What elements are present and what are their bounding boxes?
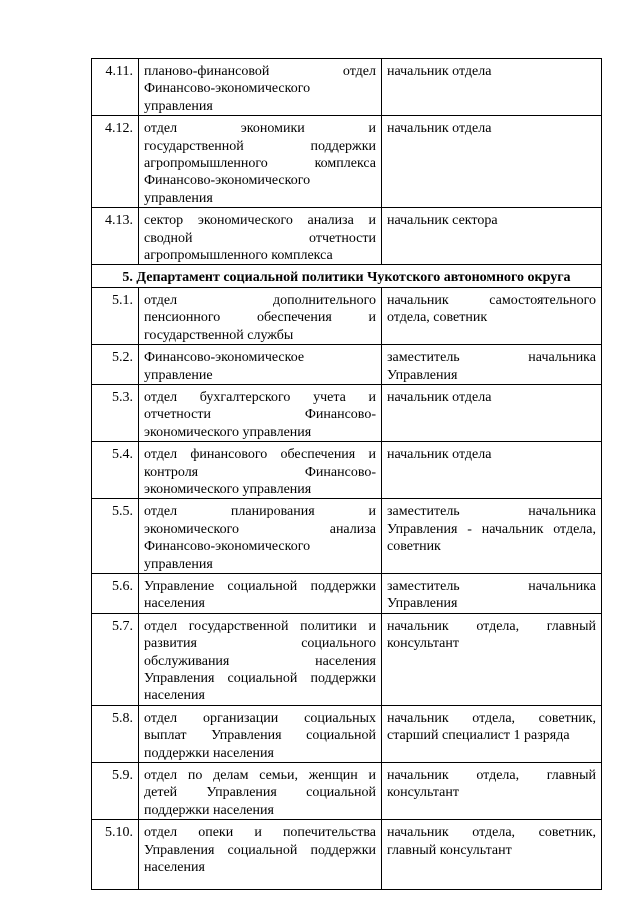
department-name-line: государственной поддержки	[144, 138, 376, 154]
table-row	[92, 705, 602, 762]
department-name-line: населения	[144, 596, 205, 612]
department-name-cell	[139, 499, 382, 574]
row-number: 5.8.	[92, 705, 139, 762]
department-name-line: экономического анализа	[144, 521, 376, 537]
position-cell	[382, 208, 602, 265]
position-line: начальник отдела, советник,	[387, 710, 596, 726]
department-name-line: отдел государственной политики и	[144, 618, 376, 634]
position-line: заместитель начальника	[387, 578, 596, 594]
department-name-line: обслуживания населения	[144, 653, 376, 669]
table-body-part-5	[92, 287, 602, 889]
department-name-line: экономического управления	[144, 424, 312, 440]
position-line: заместитель начальника	[387, 350, 596, 366]
position-cell	[382, 573, 602, 613]
position-cell	[382, 705, 602, 762]
department-name-line: отдел дополнительного	[144, 292, 376, 308]
row-number: 4.12.	[92, 116, 139, 208]
department-name-line: поддержки населения	[144, 745, 274, 761]
department-name-cell	[139, 820, 382, 890]
position-line: начальник отдела, советник,	[387, 825, 596, 841]
department-name-line: отдел планирования и	[144, 504, 376, 520]
department-name-cell	[139, 345, 382, 385]
department-name-line: государственной службы	[144, 327, 294, 343]
position-line: заместитель начальника	[387, 504, 596, 520]
position-cell	[382, 613, 602, 705]
table-row	[92, 384, 602, 441]
section-header-body	[92, 265, 602, 287]
section-title: 5. Департамент социальной политики Чукотского автономного округа	[92, 265, 602, 287]
position-cell	[382, 287, 602, 344]
department-name-line: экономического управления	[144, 481, 312, 497]
position-line: начальник отдела	[387, 64, 492, 79]
position-cell	[382, 442, 602, 499]
section-header-row	[92, 265, 602, 287]
department-name-line: детей Управления социальной	[144, 785, 376, 801]
table-row	[92, 442, 602, 499]
department-name-line: развития социального	[144, 636, 376, 652]
position-line: советник	[387, 539, 441, 555]
row-number: 4.13.	[92, 208, 139, 265]
row-number: 5.1.	[92, 287, 139, 344]
department-name-line: контроля Финансово-	[144, 464, 376, 480]
department-name-line: отдел финансового обеспечения и	[144, 447, 376, 463]
row-number: 5.4.	[92, 442, 139, 499]
department-name-cell	[139, 384, 382, 441]
position-line: начальник сектора	[387, 213, 498, 229]
department-name-line: Финансово-экономического	[144, 173, 311, 189]
department-name-line: выплат Управления социальной	[144, 728, 376, 744]
department-name-line: сводной отчетности	[144, 230, 376, 246]
department-name-line: управление	[144, 367, 213, 383]
position-line: начальник отдела	[387, 121, 492, 137]
department-name-cell	[139, 613, 382, 705]
position-line: отдела, советник	[387, 310, 488, 326]
table-row	[92, 763, 602, 820]
position-line: Управления - начальник отдела,	[387, 521, 596, 537]
department-name-line: агропромышленного комплекса	[144, 156, 376, 172]
department-name-line: сектор экономического анализа и	[144, 213, 376, 229]
position-line: консультант	[387, 636, 459, 652]
department-name-line: планово-финансовой отдел	[144, 64, 376, 79]
department-name-line: управления	[144, 98, 213, 114]
position-cell	[382, 763, 602, 820]
positions-table	[91, 58, 602, 890]
table-row	[92, 573, 602, 613]
department-name-line: управления	[144, 190, 213, 206]
row-number: 5.10.	[92, 820, 139, 890]
position-line: начальник отдела	[387, 447, 492, 463]
department-name-cell	[139, 116, 382, 208]
document-page	[91, 58, 601, 890]
department-name-line: пенсионного обеспечения и	[144, 310, 376, 326]
department-name-line: населения	[144, 688, 205, 704]
department-name-line: отдел опеки и попечительства	[144, 825, 376, 841]
row-number: 5.2.	[92, 345, 139, 385]
department-name-cell	[139, 705, 382, 762]
position-line: консультант	[387, 785, 459, 801]
position-line: главный консультант	[387, 842, 512, 858]
department-name-line: отдел по делам семьи, женщин и	[144, 768, 376, 784]
department-name-cell	[139, 442, 382, 499]
department-name-line: отдел бухгалтерского учета и	[144, 389, 376, 405]
position-cell	[382, 499, 602, 574]
table-row	[92, 59, 602, 116]
department-name-line: агропромышленного комплекса	[144, 248, 333, 264]
row-number: 5.5.	[92, 499, 139, 574]
table-row	[92, 208, 602, 265]
table-row	[92, 820, 602, 890]
row-number: 4.11.	[92, 59, 139, 116]
position-cell	[382, 820, 602, 890]
department-name-line: Финансово-экономическое	[144, 350, 305, 366]
position-line: начальник отдела	[387, 389, 492, 405]
department-name-line: поддержки населения	[144, 802, 274, 818]
position-line: начальник самостоятельного	[387, 292, 596, 308]
position-line: старший специалист 1 разряда	[387, 728, 570, 744]
department-name-line: Управление социальной поддержки	[144, 578, 376, 594]
position-line: Управления	[387, 596, 458, 612]
department-name-line: Финансово-экономического	[144, 539, 311, 555]
department-name-line: отдел организации социальных	[144, 710, 376, 726]
table-row	[92, 116, 602, 208]
row-number: 5.7.	[92, 613, 139, 705]
row-number: 5.6.	[92, 573, 139, 613]
department-name-line: Управления социальной поддержки	[144, 842, 376, 858]
department-name-line: Управления социальной поддержки	[144, 671, 376, 686]
row-number: 5.9.	[92, 763, 139, 820]
table-row	[92, 499, 602, 574]
department-name-cell	[139, 59, 382, 116]
department-name-line: населения	[144, 860, 205, 876]
position-line: начальник отдела, главный	[387, 618, 596, 634]
row-number: 5.3.	[92, 384, 139, 441]
position-cell	[382, 116, 602, 208]
position-line: Управления	[387, 367, 458, 383]
department-name-cell	[139, 208, 382, 265]
position-cell	[382, 384, 602, 441]
position-cell	[382, 59, 602, 116]
department-name-line: Финансово-экономического	[144, 81, 311, 97]
table-row	[92, 613, 602, 705]
department-name-line: управления	[144, 556, 213, 572]
department-name-line: отдел экономики и	[144, 121, 376, 137]
table-body-part-4	[92, 59, 602, 265]
department-name-cell	[139, 287, 382, 344]
table-row	[92, 287, 602, 344]
department-name-line: отчетности Финансово-	[144, 407, 376, 423]
department-name-cell	[139, 573, 382, 613]
position-line: начальник отдела, главный	[387, 768, 596, 784]
department-name-cell	[139, 763, 382, 820]
position-cell	[382, 345, 602, 385]
table-row	[92, 345, 602, 385]
